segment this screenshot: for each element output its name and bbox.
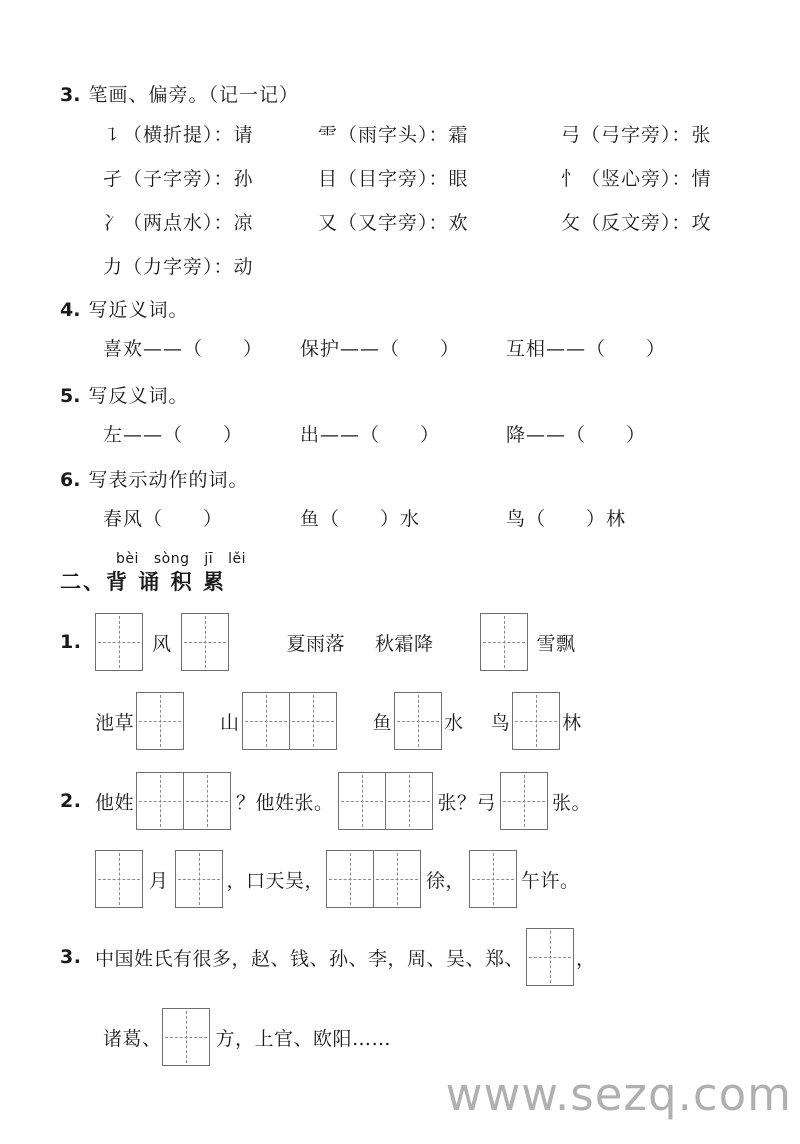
recite-item-3-line-1: [60, 928, 770, 986]
question-3-heading: [60, 82, 770, 108]
question-3-number: 3.: [60, 84, 81, 106]
recite-text: ，口天吴，: [226, 869, 325, 892]
recite-text: 林: [562, 711, 582, 734]
grid-cell: [500, 772, 548, 830]
question-6-number: 6.: [60, 469, 81, 491]
answer-grid: [480, 613, 528, 671]
grid-cell: [526, 928, 574, 986]
recite-item-3-line-2: [103, 1008, 770, 1066]
radical-item: 冫（两点水）：凉: [103, 212, 254, 234]
recite-text: ，: [576, 947, 596, 970]
recite-text: 中国姓氏有很多，赵、钱、孙、李，周、吴、郑、: [95, 947, 525, 970]
watermark: www.sezq.com: [445, 1068, 792, 1121]
grid-cell: [289, 692, 337, 750]
synonym-row: [103, 336, 770, 363]
question-5-number: 5.: [60, 385, 81, 407]
answer-grid: [136, 772, 231, 830]
answer-grid: [175, 850, 223, 908]
radical-item: 孑（子字旁）：孙: [103, 168, 254, 190]
recite-text: 水: [444, 711, 464, 734]
grid-cell: [338, 772, 386, 830]
answer-grid: [326, 850, 421, 908]
recite-text: 风: [152, 632, 172, 655]
section-title: 二、背 诵 积 累: [60, 570, 226, 594]
section-2-header: [60, 549, 770, 595]
answer-grid: [181, 613, 229, 671]
action-word-item: 鸟（ ）林: [506, 508, 627, 530]
question-6-heading: [60, 467, 770, 493]
grid-cell: [95, 850, 143, 908]
recite-item-2-number: 2.: [60, 790, 82, 812]
action-word-row: [103, 506, 770, 533]
recite-item-2-line-1: [60, 772, 770, 830]
grid-cell: [181, 613, 229, 671]
grid-cell: [512, 692, 560, 750]
radical-item: 攵（反文旁）：攻: [561, 212, 712, 234]
radical-item: 目（目字旁）：眼: [318, 168, 469, 190]
recite-item-2-line-2: [95, 850, 770, 908]
recite-item-1-line-1: [60, 613, 770, 671]
grid-cell: [175, 850, 223, 908]
antonym-item: 左——（ ）: [103, 424, 244, 446]
question-4-number: 4.: [60, 299, 81, 321]
recite-text: 诸葛、: [103, 1027, 162, 1050]
grid-cell: [326, 850, 374, 908]
recite-text: 张？弓: [437, 791, 497, 814]
antonym-row: [103, 422, 770, 449]
recite-text: 他姓: [95, 791, 135, 814]
radical-item: 弓（弓字旁）：张: [561, 124, 712, 146]
grid-cell: [136, 692, 184, 750]
question-3-title: 笔画、偏旁。（记一记）: [88, 84, 299, 106]
answer-grid: [469, 850, 517, 908]
antonym-item: 降——（ ）: [506, 424, 647, 446]
recite-item-3-number: 3.: [60, 946, 82, 968]
grid-cell: [95, 613, 143, 671]
synonym-item: 喜欢——（ ）: [103, 338, 264, 360]
recite-text: 午许。: [521, 869, 580, 892]
recite-text: 鱼: [372, 711, 393, 734]
recite-text: ？他姓张。: [236, 791, 334, 814]
answer-grid: [394, 692, 442, 750]
synonym-item: 保护——（ ）: [300, 338, 461, 360]
grid-cell: [162, 1008, 210, 1066]
grid-cell: [136, 772, 184, 830]
answer-grid: [512, 692, 560, 750]
grid-cell: [242, 692, 290, 750]
question-5-heading: [60, 383, 770, 409]
action-word-item: 鱼（ ）水: [300, 508, 421, 530]
recite-text: 鸟: [490, 711, 511, 734]
recite-item-1-number: 1.: [60, 631, 82, 653]
grid-cell: [385, 772, 433, 830]
recite-text: 秋霜降: [375, 632, 434, 655]
recite-text: 池草: [95, 711, 135, 734]
grid-cell: [394, 692, 442, 750]
recite-text: 月: [149, 869, 169, 892]
answer-grid: [162, 1008, 210, 1066]
radical-list: [103, 122, 770, 281]
grid-cell: [480, 613, 528, 671]
antonym-item: 出——（ ）: [300, 424, 441, 446]
radical-item: 忄（竖心旁）：情: [561, 168, 712, 190]
answer-grid: [136, 692, 184, 750]
recite-text: 山: [220, 711, 240, 734]
grid-cell: [373, 850, 421, 908]
recite-text: 夏雨落: [286, 632, 346, 655]
radical-item: ㇊（横折提）：请: [103, 124, 254, 146]
radical-item: 力（力字旁）：动: [103, 256, 254, 278]
section-pinyin: bèi sòng jī lěi: [116, 551, 247, 567]
action-word-item: 春风（ ）: [103, 508, 224, 530]
answer-grid: [242, 692, 337, 750]
recite-text: 张。: [552, 791, 592, 814]
radical-item: 又（又字旁）：欢: [318, 212, 469, 234]
grid-cell: [469, 850, 517, 908]
question-6-title: 写表示动作的词。: [88, 469, 249, 491]
grid-cell: [183, 772, 231, 830]
answer-grid: [526, 928, 574, 986]
question-5-title: 写反义词。: [88, 385, 189, 407]
radical-item: ⻗（雨字头）：霜: [318, 124, 469, 146]
question-4-title: 写近义词。: [88, 299, 189, 321]
synonym-item: 互相——（ ）: [506, 338, 667, 360]
answer-grid: [95, 613, 143, 671]
recite-item-1-line-2: [95, 692, 770, 750]
recite-text: 徐，: [426, 869, 466, 892]
recite-text: 方，上官、欧阳……: [215, 1027, 392, 1050]
question-4-heading: [60, 297, 770, 323]
answer-grid: [500, 772, 548, 830]
answer-grid: [95, 850, 143, 908]
answer-grid: [338, 772, 433, 830]
recite-text: 雪飘: [536, 632, 576, 655]
